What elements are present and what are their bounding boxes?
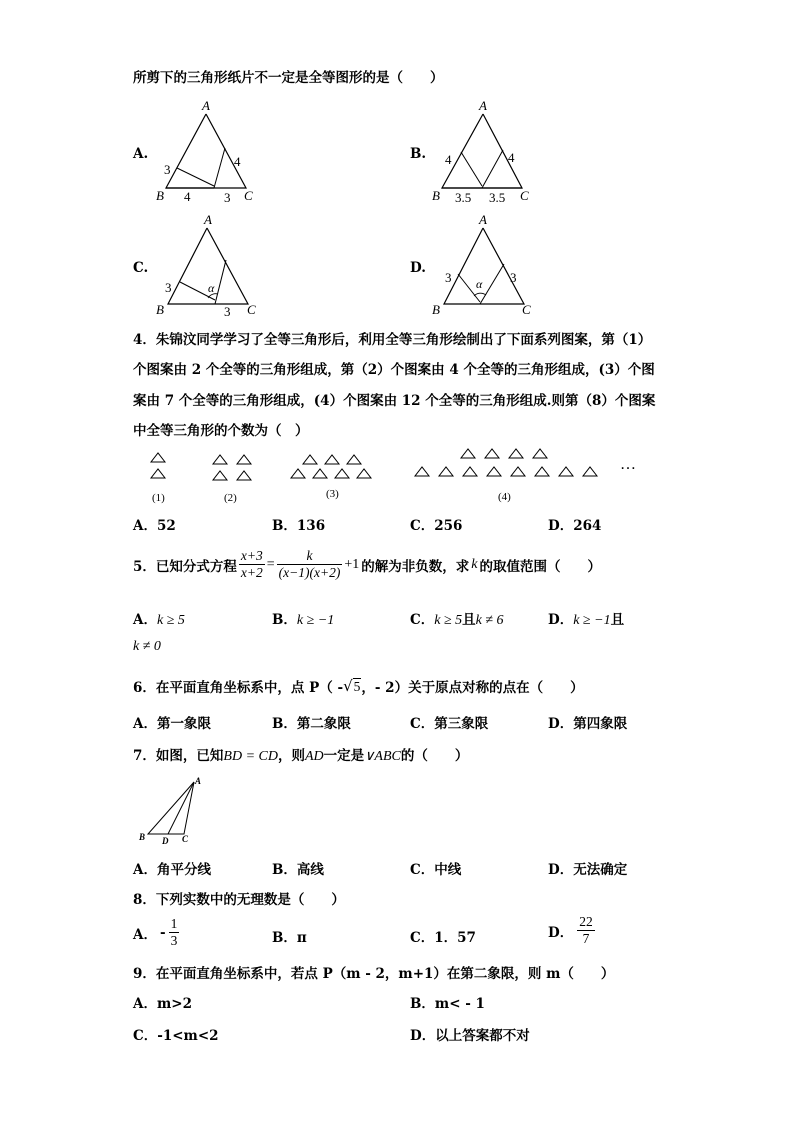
pattern-triangle xyxy=(559,467,573,476)
q6-sqrt xyxy=(343,677,361,695)
q3c-vertex-b: B xyxy=(156,302,164,317)
pattern-triangle xyxy=(335,469,349,478)
pattern-triangle xyxy=(291,469,305,478)
q5-suffix-a: 的解为非负数，求 xyxy=(361,558,470,575)
q5-frac1-num: x+3 xyxy=(240,548,263,563)
q4-pattern-label-3: (3) xyxy=(326,488,339,500)
q4-option-c[interactable]: C．256 xyxy=(410,518,463,534)
q9-option-b[interactable]: B．m< - 1 xyxy=(410,996,485,1012)
q6-prefix: 6．在平面直角坐标系中，点 P（ - xyxy=(133,680,344,696)
q3d-vertex-b: B xyxy=(432,302,440,317)
q6-option-c[interactable]: C．第三象限 xyxy=(410,716,489,732)
q5-opt-a-label: A． xyxy=(133,612,157,628)
q4-triangle-patterns xyxy=(140,445,660,505)
q8-stem: 8．下列实数中的无理数是（ ） xyxy=(133,892,345,908)
pattern-triangle xyxy=(303,455,317,464)
q3-option-c-label[interactable]: C. xyxy=(133,260,149,276)
pattern-triangle xyxy=(357,469,371,478)
q3c-vertex-c: C xyxy=(247,302,256,317)
q4-pattern-label-4: (4) xyxy=(498,491,511,503)
pattern-triangle xyxy=(415,467,429,476)
q6-option-b[interactable]: B．第二象限 xyxy=(272,716,351,732)
q3c-label-1: 3 xyxy=(165,280,172,295)
pattern-triangle xyxy=(461,449,475,458)
q6-option-d[interactable]: D．第四象限 xyxy=(548,716,628,732)
pattern-triangle xyxy=(511,467,525,476)
q4-option-b[interactable]: B．136 xyxy=(272,518,326,534)
q5-option-b[interactable] xyxy=(272,608,334,629)
q6-option-a[interactable]: A．第一象限 xyxy=(133,716,211,732)
q7-option-c[interactable]: C．中线 xyxy=(410,862,462,878)
q5-opt-a-value: k ≥ 5 xyxy=(156,613,185,628)
q3a-label-3: 4 xyxy=(234,154,241,169)
q5-frac1-den: x+2 xyxy=(240,565,263,580)
q3-figure-a xyxy=(150,98,260,208)
pattern-triangle xyxy=(237,455,251,464)
q8-opt-a-fraction xyxy=(169,916,180,949)
q3d-label-2: 3 xyxy=(510,270,517,285)
q5-fraction-2 xyxy=(277,548,343,581)
q4-ellipsis: … xyxy=(620,456,636,473)
q5-opt-d-value-1: k ≥ −1 xyxy=(573,613,611,628)
q3d-label-1: 3 xyxy=(445,270,452,285)
pattern-triangle xyxy=(533,449,547,458)
pattern-triangle xyxy=(509,449,523,458)
q5-opt-d-value-2: k ≠ 0 xyxy=(133,639,161,654)
q3a-vertex-c: C xyxy=(244,188,253,203)
q8-option-d[interactable] xyxy=(548,914,595,947)
q6-stem xyxy=(133,676,584,696)
q3-figure-c xyxy=(150,212,260,320)
q5-frac2-den: (x−1)(x+2) xyxy=(278,565,341,580)
q3d-vertex-a: A xyxy=(479,212,487,227)
q7-suffix: 的（ ） xyxy=(400,748,469,764)
pattern-triangle xyxy=(535,467,549,476)
q5-prefix: 5．已知分式方程 xyxy=(133,558,237,575)
q7-option-d[interactable]: D．无法确定 xyxy=(548,862,628,878)
q3b-vertex-a: A xyxy=(479,98,487,113)
q5-option-d-continued xyxy=(133,638,161,655)
q7-triangle: ∨ABC xyxy=(364,749,401,764)
q8-option-b[interactable]: B．π xyxy=(272,930,307,946)
q7-prefix: 7．如图，已知 xyxy=(133,748,224,764)
q3c-alpha: α xyxy=(208,281,215,295)
q5-option-c[interactable] xyxy=(410,608,504,629)
pattern-triangle xyxy=(463,467,477,476)
q5-fraction-1 xyxy=(239,548,265,581)
q9-option-c[interactable]: C．-1<m<2 xyxy=(133,1028,219,1044)
q3b-label-2: 4 xyxy=(508,150,515,165)
q8-opt-a-num: 1 xyxy=(170,916,178,931)
q4-line-1: 4．朱锦汶同学学习了全等三角形后，利用全等三角形绘制出了下面系列图案，第（1） xyxy=(133,332,652,348)
q3a-vertex-b: B xyxy=(156,188,164,203)
q8-option-a[interactable] xyxy=(133,916,179,949)
radical-icon: √ xyxy=(343,677,353,695)
q4-pattern-label-2: (2) xyxy=(224,492,237,504)
pattern-triangle xyxy=(347,455,361,464)
q5-opt-b-label: B． xyxy=(272,612,297,628)
q6-suffix: ，- 2）关于原点对称的点在（ ） xyxy=(361,680,584,696)
q7-option-a[interactable]: A．角平分线 xyxy=(133,862,211,878)
q4-option-d[interactable]: D．264 xyxy=(548,518,602,534)
q9-option-d[interactable]: D．以上答案都不对 xyxy=(410,1028,530,1044)
q3-option-b-label[interactable]: B. xyxy=(410,146,427,162)
q5-opt-c-label: C． xyxy=(410,612,435,628)
pattern-triangle xyxy=(487,467,501,476)
pattern-triangle xyxy=(485,449,499,458)
q5-k: k xyxy=(471,556,478,572)
q5-plus-one: +1 xyxy=(344,556,360,572)
q8-opt-d-den: 7 xyxy=(582,931,590,946)
pattern-triangle xyxy=(213,471,227,480)
q8-opt-a-label: A． xyxy=(133,926,157,943)
q3-tail-text: 所剪下的三角形纸片不一定是全等图形的是（ ） xyxy=(133,70,444,86)
q3a-vertex-a: A xyxy=(202,98,210,113)
q3-option-d-label[interactable]: D. xyxy=(410,260,426,276)
q5-option-d[interactable] xyxy=(548,608,624,629)
q3a-label-1: 3 xyxy=(164,162,171,177)
q7-label-d: D xyxy=(162,836,169,846)
q3b-label-3: 3.5 xyxy=(455,190,472,205)
pattern-triangle xyxy=(583,467,597,476)
q3a-label-4: 3 xyxy=(224,190,231,205)
q7-label-b: B xyxy=(139,832,146,842)
q7-condition: BD = CD xyxy=(223,749,278,764)
q3c-vertex-a: A xyxy=(204,212,212,227)
pattern-triangle xyxy=(151,469,165,478)
q5-equals: = xyxy=(266,556,275,572)
q7-figure xyxy=(136,774,216,848)
q3-figure-d xyxy=(428,212,538,320)
q7-label-a: A xyxy=(195,776,202,786)
q3b-vertex-b: B xyxy=(432,188,440,203)
q7-mid: ，则 xyxy=(277,748,305,764)
q3d-alpha: α xyxy=(476,277,483,291)
pattern-triangle xyxy=(439,467,453,476)
pattern-triangle xyxy=(325,455,339,464)
q3a-label-2: 4 xyxy=(184,189,191,204)
q3d-vertex-c: C xyxy=(522,302,531,317)
q6-sqrt-arg: 5 xyxy=(353,679,361,694)
q8-opt-d-fraction xyxy=(577,914,595,947)
q7-mid2: 一定是 xyxy=(323,748,365,764)
q8-opt-d-num: 22 xyxy=(579,914,593,929)
q5-frac2-num: k xyxy=(277,548,343,565)
q5-opt-c-value-1: k ≥ 5 xyxy=(434,613,463,628)
q9-stem: 9．在平面直角坐标系中，若点 P（m - 2，m+1）在第二象限，则 m（ ） xyxy=(133,966,615,982)
q3b-label-1: 4 xyxy=(445,152,452,167)
q8-opt-a-sign: - xyxy=(159,924,166,941)
pattern-triangle xyxy=(237,471,251,480)
pattern-triangle xyxy=(151,453,165,462)
q5-opt-c-value-2: k ≠ 6 xyxy=(475,613,504,628)
q5-stem xyxy=(133,548,601,581)
q4-line-2: 个图案由 2 个全等的三角形组成，第（2）个图案由 4 个全等的三角形组成，(3）个图 xyxy=(133,362,655,378)
q5-opt-d-label: D． xyxy=(548,612,574,628)
q4-option-a[interactable]: A．52 xyxy=(133,518,176,534)
q3c-label-2: 3 xyxy=(224,304,231,319)
q4-pattern-label-1: (1) xyxy=(152,492,165,504)
pattern-triangle xyxy=(213,455,227,464)
q8-opt-d-label: D． xyxy=(548,924,574,941)
pattern-triangle xyxy=(313,469,327,478)
q5-suffix-b: 的取值范围（ ） xyxy=(479,558,601,575)
q7-option-b[interactable]: B．高线 xyxy=(272,862,324,878)
q5-option-a[interactable] xyxy=(133,608,185,629)
q7-ad: AD xyxy=(304,749,324,764)
q3-option-a-label[interactable]: A. xyxy=(133,146,149,162)
q5-opt-b-value: k ≥ −1 xyxy=(296,613,335,628)
q4-line-3: 案由 7 个全等的三角形组成，(4）个图案由 12 个全等的三角形组成.则第（8）个图案 xyxy=(133,393,656,409)
q9-option-a[interactable]: A．m>2 xyxy=(133,996,192,1012)
q8-option-c[interactable]: C．1．57 xyxy=(410,930,476,946)
q5-opt-c-and: 且 xyxy=(462,612,476,628)
q5-opt-d-and: 且 xyxy=(610,612,625,628)
q3b-label-4: 3.5 xyxy=(489,190,506,205)
q3-figure-b xyxy=(428,98,538,208)
q7-label-c: C xyxy=(182,834,189,844)
q7-stem xyxy=(133,744,468,765)
q8-opt-a-den: 3 xyxy=(170,933,178,948)
q3b-vertex-c: C xyxy=(520,188,529,203)
q4-line-4: 中全等三角形的个数为（ ） xyxy=(133,423,309,439)
